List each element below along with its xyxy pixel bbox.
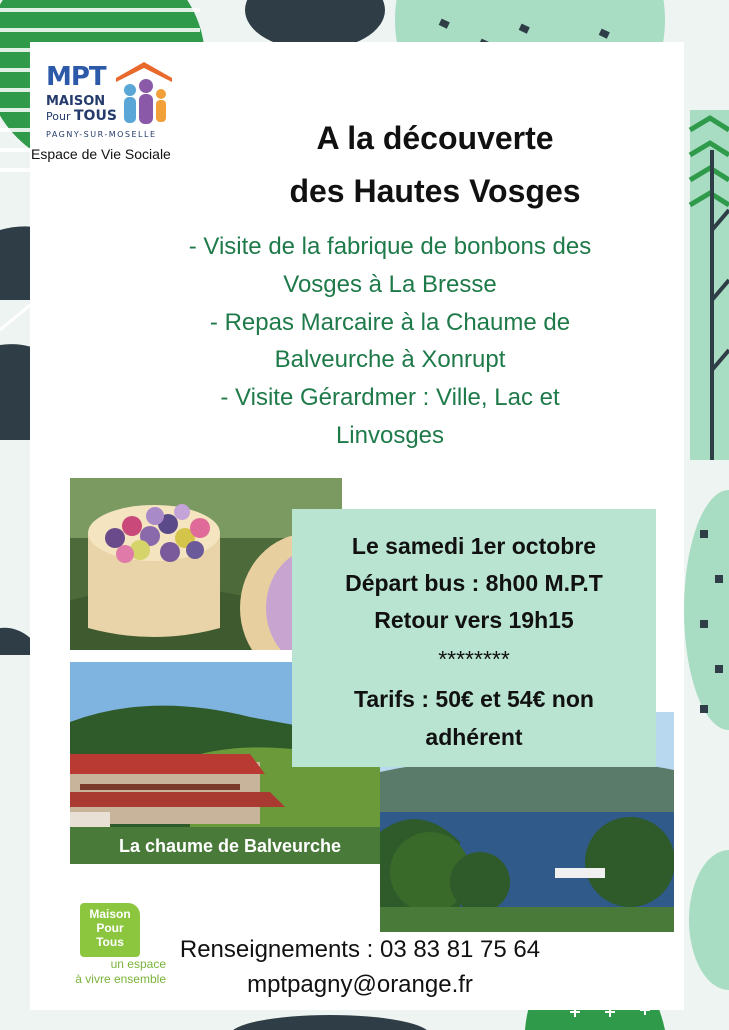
logo-tous-text: TOUS (74, 108, 117, 124)
mpt-logo (44, 58, 179, 146)
title-line-2: des Hautes Vosges (289, 173, 581, 209)
title-line-1: A la découverte (316, 120, 554, 156)
info-tarifs-continued: adhérent (425, 724, 523, 750)
footer-logo-line: Maison (89, 907, 131, 921)
footer-logo (80, 903, 140, 957)
info-tarifs: Tarifs : 50€ et 54€ non (354, 686, 594, 712)
tree-right-mint-icon (684, 490, 729, 730)
activity-line: Vosges à La Bresse (283, 271, 497, 298)
info-date: Le samedi 1er octobre (351, 533, 597, 559)
contact-phone: Renseignements : 03 83 81 75 64 (179, 936, 541, 963)
tree-bottom-center-icon (230, 1015, 430, 1030)
logo-town-text: PAGNY-SUR-MOSELLE (46, 130, 157, 139)
info-return: Retour vers 19h15 (374, 607, 574, 633)
footer-logo-line: Tous (96, 935, 124, 949)
activity-line: - Visite Gérardmer : Ville, Lac et (220, 384, 560, 411)
info-separator: ******** (438, 646, 510, 672)
tree-right-bottom-icon (689, 850, 729, 990)
photo-caption: La chaume de Balveurche (118, 836, 342, 856)
footer-logo-line: Pour (96, 921, 124, 935)
logo-pour-text: Pour (46, 110, 71, 123)
activity-line: - Visite de la fabrique de bonbons des (188, 233, 592, 260)
contact-email[interactable]: mptpagny@orange.fr (247, 971, 473, 998)
footer-tagline: un espace (110, 957, 166, 971)
footer-tagline-continued: à vivre ensemble (75, 972, 166, 986)
tree-right-chevron-icon (690, 110, 729, 460)
activity-line: - Repas Marcaire à la Chaume de (209, 309, 571, 336)
activity-line: Linvosges (335, 422, 445, 449)
logo-mpt-text: MPT (46, 62, 106, 92)
logo-family-icon (114, 60, 174, 130)
activity-line: Balveurche à Xonrupt (274, 346, 506, 373)
logo-maison-text: MAISON (46, 94, 106, 109)
header-subtitle: Espace de Vie Sociale (31, 146, 171, 162)
info-departure: Départ bus : 8h00 M.P.T (345, 570, 603, 596)
